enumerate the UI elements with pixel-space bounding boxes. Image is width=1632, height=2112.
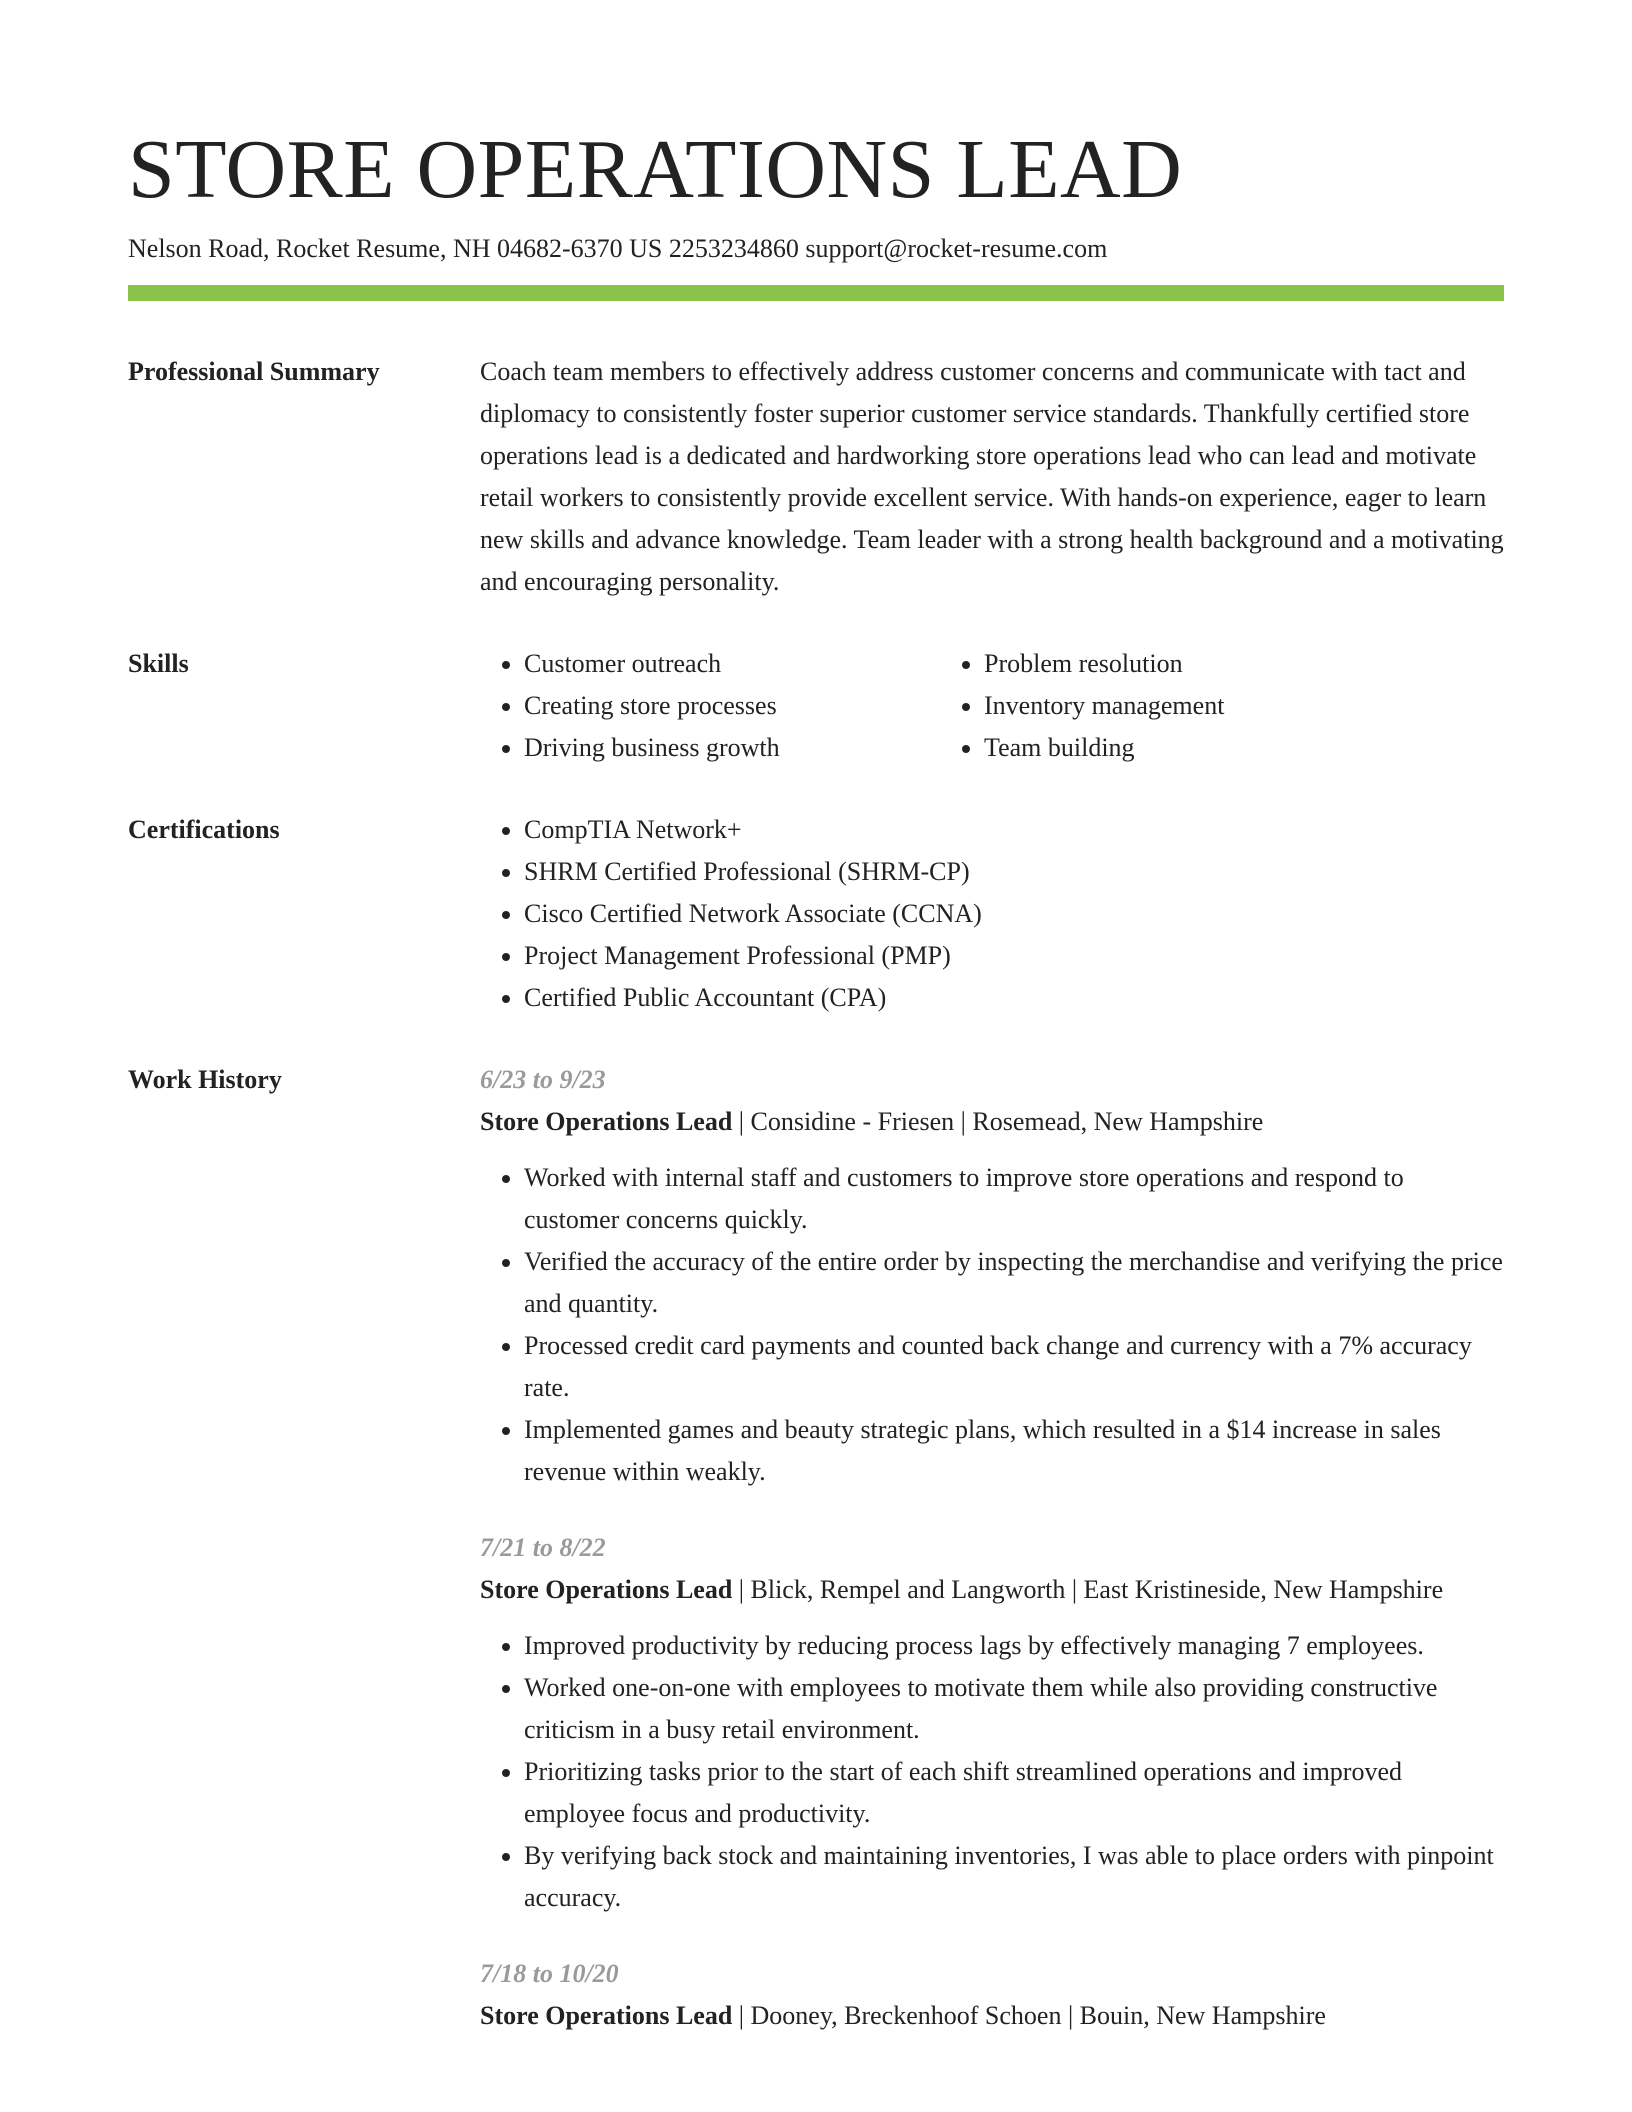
certification-item: • Project Management Professional (PMP) [524, 935, 1504, 977]
skill-item: • Creating store processes [524, 685, 940, 727]
skills-column-right [940, 643, 1444, 769]
job-details: | Considine - Friesen | Rosemead, New Hampshire [732, 1107, 1264, 1136]
work-history-heading: Work History [128, 1065, 282, 1094]
skill-item: • Driving business growth [524, 727, 940, 769]
job-bullet: • Prioritizing tasks prior to the start of each shift streamlined operations and improved employee focus and productivity. [524, 1751, 1504, 1835]
certifications-list [480, 809, 1504, 1019]
job-dates: 6/23 to 9/23 [480, 1065, 606, 1094]
resume-page [128, 0, 1504, 2071]
skill-item: • Problem resolution [984, 643, 1444, 685]
skills-column-left [480, 643, 940, 769]
summary-heading: Professional Summary [128, 357, 380, 386]
job-title: Store Operations Lead [480, 1107, 733, 1136]
summary-body [480, 351, 1504, 603]
skills-heading: Skills [128, 649, 189, 678]
certification-item: • CompTIA Network+ [524, 809, 1504, 851]
job-header [480, 1995, 1504, 2037]
job-entry [480, 1059, 1504, 1493]
job-dates: 7/21 to 8/22 [480, 1533, 606, 1562]
job-bullet: • Worked with internal staff and customers to improve store operations and respond to customer concerns quickly. [524, 1157, 1504, 1241]
job-title: Store Operations Lead [480, 2001, 733, 2030]
job-bullet: • Implemented games and beauty strategic plans, which resulted in a $14 increase in sales revenue within weakly. [524, 1409, 1504, 1493]
certifications-body [480, 809, 1504, 1019]
job-dates: 7/18 to 10/20 [480, 1959, 619, 1988]
job-header [480, 1101, 1504, 1143]
accent-divider [128, 285, 1504, 301]
job-entry [480, 1527, 1504, 1919]
skill-item: • Customer outreach [524, 643, 940, 685]
work-history-body [480, 1059, 1504, 2071]
job-entry [480, 1953, 1504, 2037]
contact-line: Nelson Road, Rocket Resume, NH 04682-6370 US 2253234860 support@rocket-resume.com [128, 234, 1108, 263]
job-header [480, 1569, 1504, 1611]
job-bullet: • By verifying back stock and maintaining inventories, I was able to place orders with pinpoint accuracy. [524, 1835, 1504, 1919]
job-bullet: • Improved productivity by reducing process lags by effectively managing 7 employees. [524, 1625, 1504, 1667]
certifications-section [128, 809, 1504, 1019]
job-bullet: • Verified the accuracy of the entire order by inspecting the merchandise and verifying the price and quantity. [524, 1241, 1504, 1325]
summary-text: Coach team members to effectively address customer concerns and communicate with tact and diplomacy to consistently foster superior customer service standards. Thankfully certified store operations lead is a dedicated and hardworking store operations lead who can lead and motivate retail workers to consistently provide excellent service. With hands-on experience, eager to learn new skills and advance knowledge. Team leader with a strong health background and a motivating and encouraging personality. [480, 357, 1504, 596]
job-bullets [480, 1157, 1504, 1493]
job-bullets [480, 1625, 1504, 1919]
job-details: | Blick, Rempel and Langworth | East Kristineside, New Hampshire [732, 1575, 1444, 1604]
skill-item: • Inventory management [984, 685, 1444, 727]
resume-title: STORE OPERATIONS LEAD [128, 123, 1183, 216]
job-bullet: • Processed credit card payments and counted back change and currency with a 7% accuracy rate. [524, 1325, 1504, 1409]
certifications-heading: Certifications [128, 815, 280, 844]
certification-item: • Cisco Certified Network Associate (CCNA) [524, 893, 1504, 935]
job-title: Store Operations Lead [480, 1575, 733, 1604]
skills-body [480, 643, 1504, 769]
certification-item: • SHRM Certified Professional (SHRM-CP) [524, 851, 1504, 893]
job-bullet: • Worked one-on-one with employees to motivate them while also providing constructive criticism in a busy retail environment. [524, 1667, 1504, 1751]
summary-section [128, 351, 1504, 603]
work-history-section [128, 1059, 1504, 2071]
certification-item: • Certified Public Accountant (CPA) [524, 977, 1504, 1019]
job-details: | Dooney, Breckenhoof Schoen | Bouin, New Hampshire [732, 2001, 1326, 2030]
skills-section [128, 643, 1504, 769]
skill-item: • Team building [984, 727, 1444, 769]
